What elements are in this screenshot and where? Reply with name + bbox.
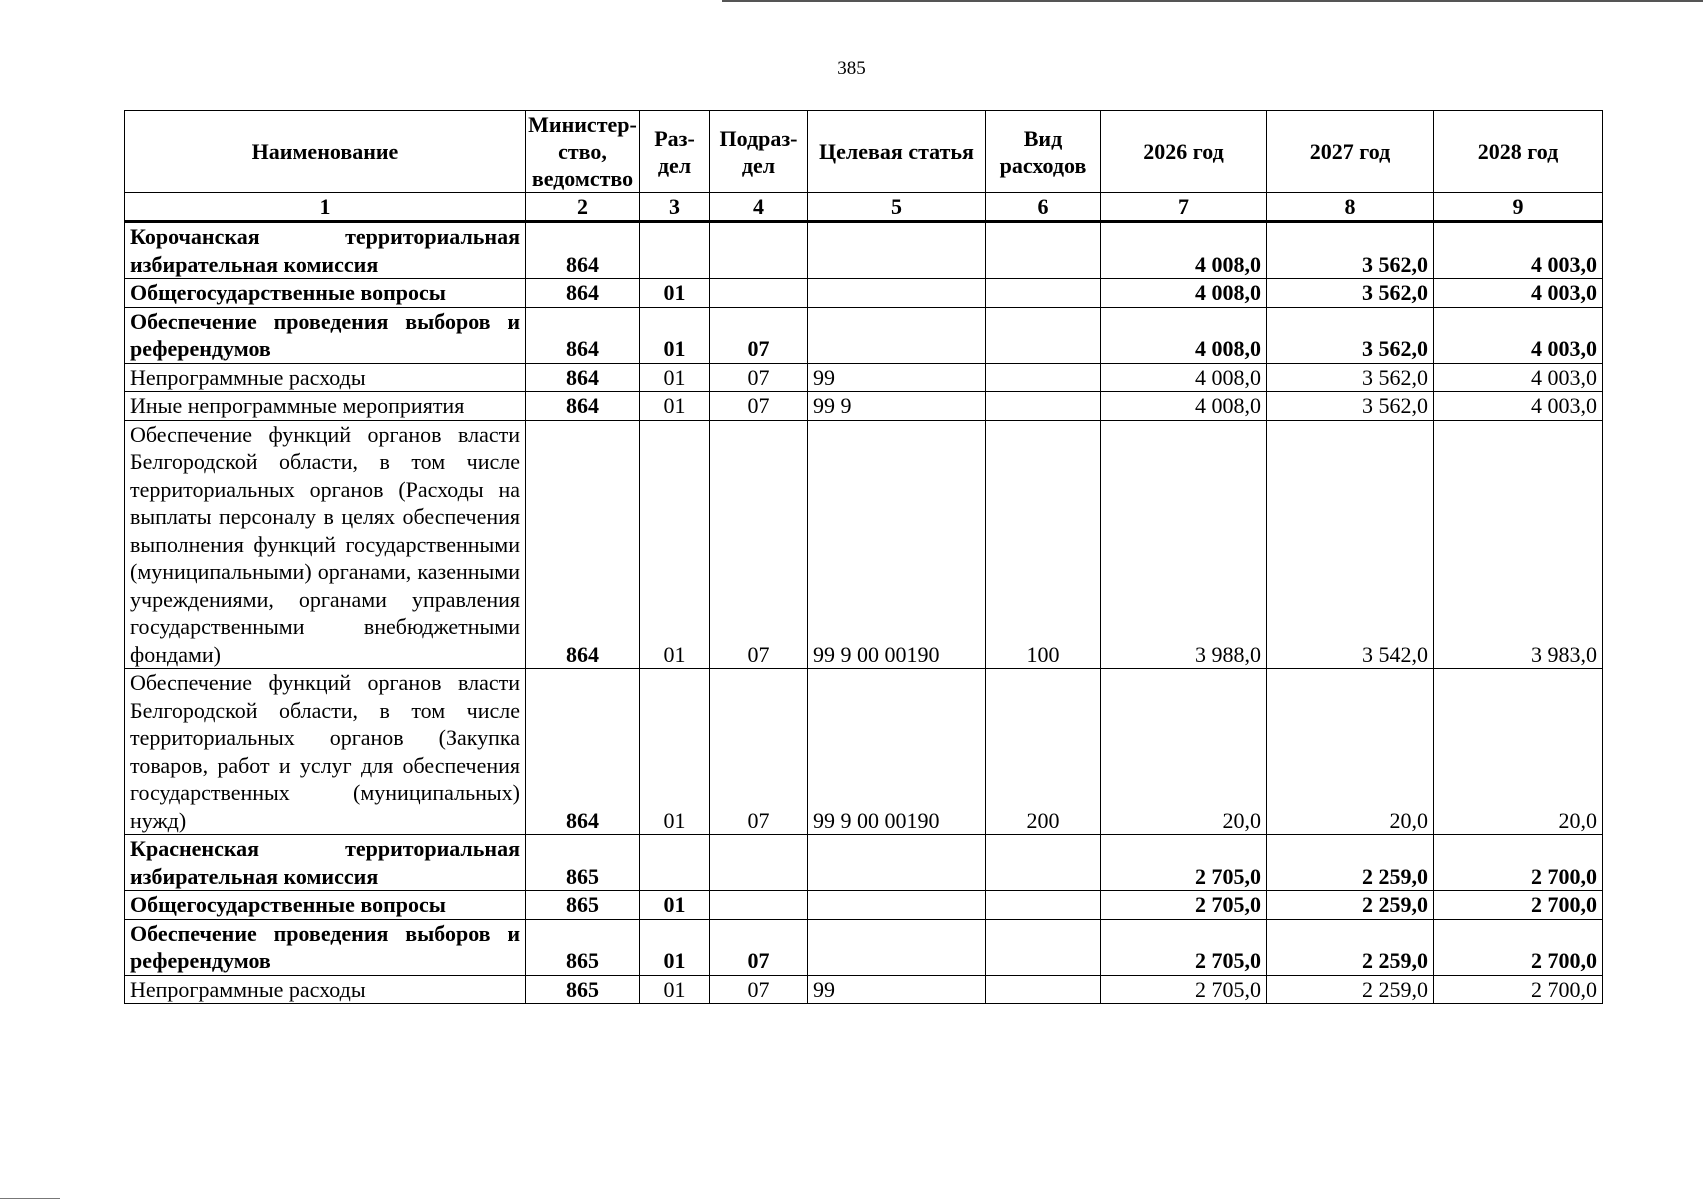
- row-ministry: 864: [526, 669, 640, 835]
- table-row: [125, 392, 1603, 421]
- column-number: 9: [1434, 193, 1603, 222]
- row-section: 01: [640, 363, 710, 392]
- row-2027: 3 562,0: [1267, 392, 1434, 421]
- budget-table: [124, 110, 1603, 1004]
- row-section: 01: [640, 975, 710, 1004]
- header-name: Наименование: [125, 111, 526, 193]
- row-name: Общегосударственные вопросы: [125, 891, 526, 920]
- row-section: 01: [640, 279, 710, 308]
- header-subsection: Подраз-дел: [710, 111, 808, 193]
- row-2028: 2 700,0: [1434, 891, 1603, 920]
- row-target: 99: [808, 975, 986, 1004]
- row-subsection: [710, 835, 808, 891]
- row-name: Непрограммные расходы: [125, 975, 526, 1004]
- row-ministry: 864: [526, 222, 640, 279]
- row-target: 99: [808, 363, 986, 392]
- row-2027: 2 259,0: [1267, 835, 1434, 891]
- row-2027: 3 562,0: [1267, 222, 1434, 279]
- table-row: [125, 975, 1603, 1004]
- row-target: [808, 919, 986, 975]
- table-row: [125, 835, 1603, 891]
- row-subsection: [710, 279, 808, 308]
- row-2027: 3 562,0: [1267, 363, 1434, 392]
- row-expense-type: [986, 363, 1101, 392]
- row-section: [640, 835, 710, 891]
- row-subsection: 07: [710, 919, 808, 975]
- scan-edge-line: [722, 0, 1703, 2]
- row-section: 01: [640, 669, 710, 835]
- row-expense-type: [986, 279, 1101, 308]
- header-2028: 2028 год: [1434, 111, 1603, 193]
- column-number: 3: [640, 193, 710, 222]
- column-number: 8: [1267, 193, 1434, 222]
- header-2026: 2026 год: [1101, 111, 1267, 193]
- row-ministry: 864: [526, 363, 640, 392]
- row-name: Обеспечение функций органов власти Белгородской области, в том числе территориальных органов (Расходы на выплаты персоналу в целях обеспечения выполнения функций государственными (муниципальными) органами, казенными учреждениями, органами управления государственными внебюджетными фондами): [125, 420, 526, 669]
- row-name: Иные непрограммные мероприятия: [125, 392, 526, 421]
- row-target: [808, 307, 986, 363]
- row-ministry: 864: [526, 279, 640, 308]
- row-2026: 4 008,0: [1101, 222, 1267, 279]
- row-2027: 3 562,0: [1267, 307, 1434, 363]
- row-ministry: 865: [526, 975, 640, 1004]
- row-subsection: [710, 222, 808, 279]
- row-2027: 2 259,0: [1267, 919, 1434, 975]
- row-2027: 3 562,0: [1267, 279, 1434, 308]
- row-name: Обеспечение проведения выборов и референдумов: [125, 307, 526, 363]
- row-2028: 4 003,0: [1434, 222, 1603, 279]
- row-subsection: 07: [710, 669, 808, 835]
- header-section: Раз-дел: [640, 111, 710, 193]
- header-2027: 2027 год: [1267, 111, 1434, 193]
- row-subsection: 07: [710, 307, 808, 363]
- row-2027: 20,0: [1267, 669, 1434, 835]
- row-section: 01: [640, 919, 710, 975]
- row-expense-type: [986, 891, 1101, 920]
- row-2028: 2 700,0: [1434, 975, 1603, 1004]
- row-2028: 4 003,0: [1434, 392, 1603, 421]
- row-subsection: [710, 891, 808, 920]
- row-2026: 2 705,0: [1101, 835, 1267, 891]
- column-number-row: [125, 193, 1603, 222]
- row-target: [808, 891, 986, 920]
- row-expense-type: [986, 307, 1101, 363]
- column-number: 1: [125, 193, 526, 222]
- row-section: 01: [640, 420, 710, 669]
- table-row: [125, 669, 1603, 835]
- row-ministry: 864: [526, 392, 640, 421]
- row-section: 01: [640, 891, 710, 920]
- table-row: [125, 279, 1603, 308]
- row-subsection: 07: [710, 363, 808, 392]
- column-number: 2: [526, 193, 640, 222]
- row-expense-type: [986, 222, 1101, 279]
- table-row: [125, 307, 1603, 363]
- row-subsection: 07: [710, 420, 808, 669]
- row-2027: 2 259,0: [1267, 891, 1434, 920]
- table-row: [125, 420, 1603, 669]
- row-name: Корочанская территориальная избирательная комиссия: [125, 222, 526, 279]
- row-2026: 3 988,0: [1101, 420, 1267, 669]
- row-2027: 2 259,0: [1267, 975, 1434, 1004]
- row-ministry: 865: [526, 891, 640, 920]
- column-number: 4: [710, 193, 808, 222]
- row-expense-type: [986, 835, 1101, 891]
- row-expense-type: 100: [986, 420, 1101, 669]
- column-number: 7: [1101, 193, 1267, 222]
- header-ministry: Министер-ство, ведомство: [526, 111, 640, 193]
- row-section: [640, 222, 710, 279]
- row-2027: 3 542,0: [1267, 420, 1434, 669]
- row-name: Красненская территориальная избирательная комиссия: [125, 835, 526, 891]
- column-number: 5: [808, 193, 986, 222]
- row-section: 01: [640, 392, 710, 421]
- row-2028: 2 700,0: [1434, 835, 1603, 891]
- scan-edge-mark: [0, 1198, 60, 1199]
- table-row: [125, 222, 1603, 279]
- table-row: [125, 363, 1603, 392]
- row-target: [808, 222, 986, 279]
- table-row: [125, 919, 1603, 975]
- row-ministry: 865: [526, 835, 640, 891]
- header-target: Целевая статья: [808, 111, 986, 193]
- row-ministry: 864: [526, 420, 640, 669]
- row-2028: 4 003,0: [1434, 279, 1603, 308]
- row-ministry: 865: [526, 919, 640, 975]
- row-2028: 3 983,0: [1434, 420, 1603, 669]
- row-expense-type: [986, 975, 1101, 1004]
- row-2028: 4 003,0: [1434, 363, 1603, 392]
- table-header-row: [125, 111, 1603, 193]
- row-subsection: 07: [710, 392, 808, 421]
- header-expense-type: Вид расходов: [986, 111, 1101, 193]
- row-target: 99 9 00 00190: [808, 669, 986, 835]
- row-2026: 4 008,0: [1101, 363, 1267, 392]
- row-subsection: 07: [710, 975, 808, 1004]
- row-target: [808, 835, 986, 891]
- row-2028: 20,0: [1434, 669, 1603, 835]
- row-name: Непрограммные расходы: [125, 363, 526, 392]
- row-name: Обеспечение функций органов власти Белгородской области, в том числе территориальных органов (Закупка товаров, работ и услуг для обеспечения государственных (муниципальных) нужд): [125, 669, 526, 835]
- page-number: 385: [837, 58, 866, 79]
- row-target: [808, 279, 986, 308]
- row-name: Обеспечение проведения выборов и референдумов: [125, 919, 526, 975]
- row-section: 01: [640, 307, 710, 363]
- row-2026: 4 008,0: [1101, 307, 1267, 363]
- row-2026: 4 008,0: [1101, 279, 1267, 308]
- row-2026: 2 705,0: [1101, 975, 1267, 1004]
- row-name: Общегосударственные вопросы: [125, 279, 526, 308]
- column-number: 6: [986, 193, 1101, 222]
- row-expense-type: [986, 919, 1101, 975]
- row-2026: 4 008,0: [1101, 392, 1267, 421]
- table-row: [125, 891, 1603, 920]
- row-target: 99 9: [808, 392, 986, 421]
- row-2026: 2 705,0: [1101, 891, 1267, 920]
- row-2026: 2 705,0: [1101, 919, 1267, 975]
- row-2026: 20,0: [1101, 669, 1267, 835]
- row-ministry: 864: [526, 307, 640, 363]
- row-2028: 4 003,0: [1434, 307, 1603, 363]
- row-expense-type: [986, 392, 1101, 421]
- row-expense-type: 200: [986, 669, 1101, 835]
- row-2028: 2 700,0: [1434, 919, 1603, 975]
- row-target: 99 9 00 00190: [808, 420, 986, 669]
